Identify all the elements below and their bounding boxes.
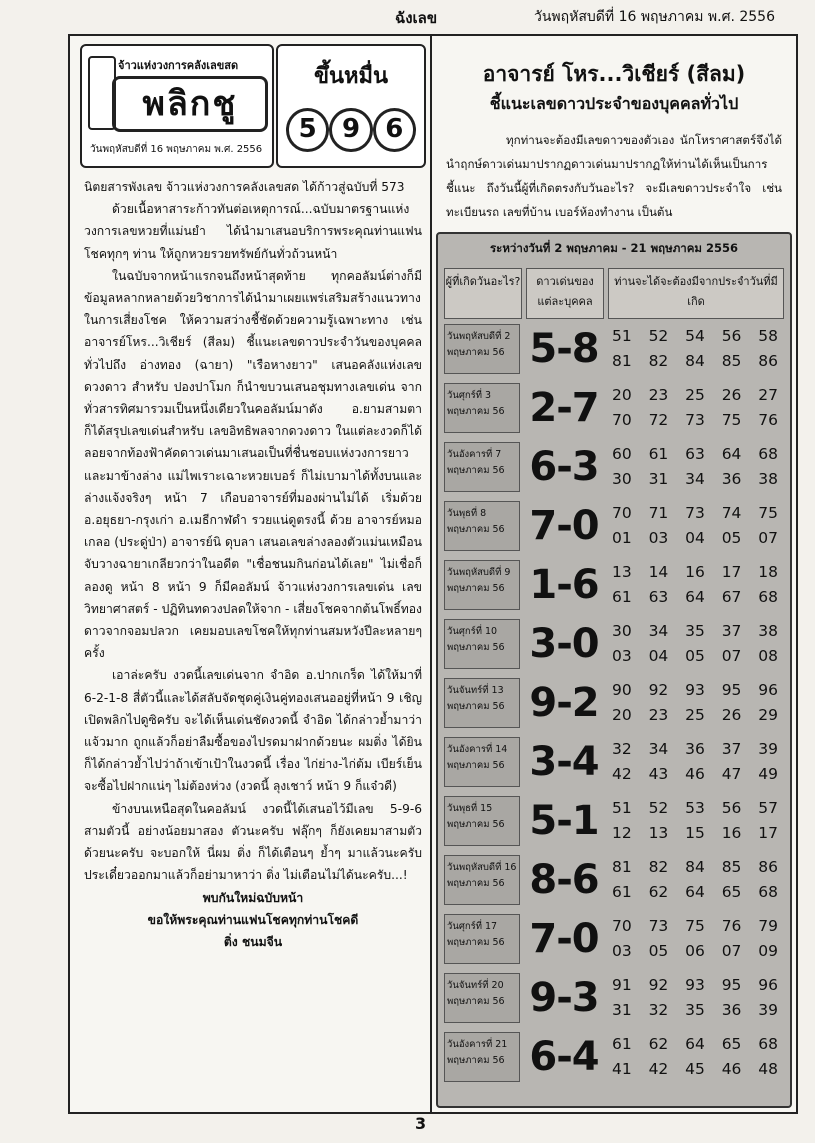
closing-line: ขอให้พระคุณท่านแฟนโชคทุกท่านโชคดี: [147, 912, 359, 927]
row-star-pair: 5-8: [529, 326, 599, 372]
lucky-number: 70: [612, 917, 632, 935]
lucky-number: 07: [721, 942, 742, 960]
lucky-number: 58: [758, 327, 778, 345]
row-numbers: [608, 501, 782, 551]
lucky-number: 25: [685, 706, 705, 724]
lucky-number: 65: [721, 883, 742, 901]
row-star-pair: 3-0: [529, 621, 599, 667]
logo-org: จ้าวแห่งวงการคลังเลขสด: [118, 59, 239, 72]
table-row: [444, 381, 784, 437]
article-paragraph: นิตยสารพังเลข จ้าวแห่งวงการคลังเลขสด ได้ก้าวสู่ฉบับที่ 573: [84, 180, 405, 194]
table-row: [444, 735, 784, 791]
lucky-number: 70: [612, 411, 632, 429]
row-numbers: [608, 442, 782, 492]
numbers-line: [608, 973, 782, 998]
lucky-number: 16: [685, 563, 705, 581]
lucky-number: 93: [685, 681, 705, 699]
lucky-number: 36: [721, 1001, 742, 1019]
lucky-number: 38: [758, 470, 778, 488]
lucky-number: 46: [721, 1060, 742, 1078]
table-row: [444, 617, 784, 673]
intro-paragraph: ทุกท่านจะต้องมีเลขดาวของตัวเอง นักโหราศาสตร์จึงได้นำฤกษ์ดาวเด่นมาปรากฏดาวเด่นมาปรากฏให้ท่านได้เห็นเป็นการชี้แนะ ถึงวันนี้ผู้ที่เกิดตรงกับวันอะไร? จะมีเลขดาวประจำใจ เช่น ทะเบียนรถ เลขที่บ้าน เบอร์ห้องทำงาน เป็นต้น: [446, 133, 782, 219]
lucky-number: 30: [612, 470, 632, 488]
table-row: [444, 440, 784, 496]
author-name: ติ่ง ชนมจีน: [223, 934, 283, 949]
lucky-number: 73: [685, 504, 705, 522]
lucky-number: 64: [685, 1035, 705, 1053]
table-row: [444, 853, 784, 909]
lucky-number: 32: [648, 1001, 669, 1019]
numbers-line: [608, 762, 782, 787]
lucky-number: 23: [648, 706, 669, 724]
article-paragraph: ในฉบับจากหน้าแรกจนถึงหน้าสุดท้าย ทุกคอลัมน์ต่างก็มีข้อมูลหลากหลายด้วยวิชาการได้นำมาเผยแพร่เสริมสร้างแนวทางในการเสี่ยงโชค ให้ความสว่างชี้ชัดด้วยความรู้เฉพาะทาง เช่น อาจารย์โหร...วิเชียร์ (สีลม) ชี้แนะเลขดาวประจำวันของบุคคลทั่วไปถึง อ่างทอง (ฉายา) "เรือหางยาว" เสนอคลังแห่งเลขดวงดาว สำหรับ ปองปาโมก ก็นำขบวนเสนอชุมทางเลขเด่น จากทั่วสารทิศมารวมเป็นหนึ่งเดียวในคอลัมน์มาดัง อ.ยามสามตา ก็ได้สรุปเลขเด่นสำหรับ เลขอิทธิพลจากดวงดาว ในแต่ละงวดก็ได้ลอยจากท้องฟ้าคัดดาวเด่นมาเสนอเป็นที่ชื่นชอบแห่งวงการยาวและมาข้างล่าง แม่ไพเราะเฉาะหวยเบอร์ ก็ไม่เบามาได้ทั้งบนและล่างแจ้งจริงๆ หน้า 7 เกือบอาจารย์ที่มองผ่านไม่ได้ เริ่มด้วย อ.อยุธยา-กรุงเก่า อ.เมธีกาฬดำ รวยแน่ดูตรงนี้ ด้วย อาจารย์หมอเกลอ (ประดู่ป่า) อาจารย์นิ ดุบลา เสนอเลขล่างลองตัวแม่นเหมือนจับวางฉายาเกลียวกว่าในอดีต "เชื่อชนมกินก่อนได้เลย" ไม่เชื่อก็ลองดู หน้า 8 หน้า 9 ก็มีคอลัมน์ จ้าวแห่งวงการเลขเด่น เลขวิทยาศาสตร์ - ปฏิทินทดวงปลดให้จาก - เสี่ยงโชคจากต้นโพธิ์ทองดาวจากจอมปลวก เคยมอบเลขโชคให้ทุกท่านสมหวังปีละหลายๆ ครั้ง: [84, 268, 422, 661]
row-star-pair: 9-3: [529, 975, 599, 1021]
numbers-line: [608, 408, 782, 433]
lucky-number: 71: [648, 504, 669, 522]
lucky-number: 61: [612, 883, 632, 901]
numbers-line: [608, 998, 782, 1023]
lucky-number: 57: [758, 799, 778, 817]
lucky-number: 75: [721, 411, 742, 429]
logo-issue-date: วันพฤหัสบดีที่ 16 พฤษภาคม พ.ศ. 2556: [90, 144, 263, 155]
lucky-number: 39: [758, 1001, 778, 1019]
column-logo: [276, 44, 426, 168]
lucky-number: 68: [758, 588, 778, 606]
table-row: [444, 676, 784, 732]
lucky-number: 51: [612, 327, 632, 345]
closing-line: พบกันใหม่ฉบับหน้า: [202, 890, 304, 905]
lucky-number: 82: [648, 352, 669, 370]
header-birthday: ผู้ที่เกิดวันอะไร?: [444, 268, 522, 319]
lucky-number: 47: [721, 765, 742, 783]
lucky-number: 41: [612, 1060, 632, 1078]
lucky-number: 95: [721, 681, 742, 699]
row-day: วันศุกร์ที่ 17 พฤษภาคม 56: [444, 914, 520, 964]
lucky-number: 34: [685, 470, 705, 488]
table-header: [444, 268, 784, 318]
lucky-number: 17: [721, 563, 742, 581]
table-row: [444, 912, 784, 968]
lucky-number: 76: [721, 917, 742, 935]
numbers-line: [608, 737, 782, 762]
row-day: วันพฤหัสบดีที่ 16 พฤษภาคม 56: [444, 855, 520, 905]
lucky-number: 13: [612, 563, 632, 581]
lucky-number: 42: [648, 1060, 669, 1078]
numbers-line: [608, 914, 782, 939]
page-header: [0, 0, 815, 36]
lucky-number: 34: [648, 622, 669, 640]
lucky-number: 14: [648, 563, 669, 581]
column-name: ขึ้นหมื่น: [313, 64, 389, 89]
numbers-line: [608, 821, 782, 846]
lucky-number: 65: [721, 1035, 742, 1053]
row-star-pair: 3-4: [529, 739, 599, 785]
numbers-line: [608, 442, 782, 467]
lucky-number: 56: [721, 799, 742, 817]
row-numbers: [608, 619, 782, 669]
lucky-number: 63: [648, 588, 669, 606]
numbers-line: [608, 585, 782, 610]
lucky-number: 25: [685, 386, 705, 404]
row-numbers: [608, 560, 782, 610]
issue-date: วันพฤหัสบดีที่ 16 พฤษภาคม พ.ศ. 2556: [534, 9, 775, 25]
page-number: 3: [415, 1114, 427, 1133]
lucky-number: 16: [721, 824, 742, 842]
lucky-number: 74: [721, 504, 742, 522]
lucky-number: 07: [758, 529, 778, 547]
lucky-number: 62: [648, 883, 669, 901]
lucky-number: 61: [612, 1035, 632, 1053]
lucky-number: 26: [721, 386, 742, 404]
lucky-number: 48: [758, 1060, 778, 1078]
header-numbers: ท่านจะได้จะต้องมีจากประจำวันที่มีเกิด: [608, 268, 784, 319]
lucky-number: 95: [721, 976, 742, 994]
digit-ball: 6: [373, 108, 416, 152]
numbers-line: [608, 324, 782, 349]
lucky-number: 93: [685, 976, 705, 994]
row-numbers: [608, 855, 782, 905]
lucky-number: 42: [612, 765, 632, 783]
numbers-line: [608, 1032, 782, 1057]
row-numbers: [608, 914, 782, 964]
table-row: [444, 558, 784, 614]
lucky-number: 31: [648, 470, 669, 488]
lucky-number: 04: [685, 529, 705, 547]
lucky-number: 62: [648, 1035, 669, 1053]
lucky-number: 27: [758, 386, 778, 404]
lucky-number: 84: [685, 858, 705, 876]
lucky-number: 84: [685, 352, 705, 370]
row-numbers: [608, 678, 782, 728]
row-day: วันอังคารที่ 21 พฤษภาคม 56: [444, 1032, 520, 1082]
row-star-pair: 6-4: [529, 1034, 599, 1080]
numbers-line: [608, 678, 782, 703]
row-day: วันจันทร์ที่ 13 พฤษภาคม 56: [444, 678, 520, 728]
lucky-number: 61: [612, 588, 632, 606]
lucky-number: 68: [758, 883, 778, 901]
lucky-number: 39: [758, 740, 778, 758]
numbers-line: [608, 619, 782, 644]
lucky-number: 90: [612, 681, 632, 699]
lucky-number: 05: [648, 942, 669, 960]
lucky-number: 32: [612, 740, 632, 758]
lucky-number: 75: [758, 504, 778, 522]
table-row: [444, 322, 784, 378]
lucky-number: 04: [648, 647, 669, 665]
lucky-number: 43: [648, 765, 669, 783]
left-article: [84, 176, 422, 953]
lucky-number: 35: [685, 1001, 705, 1019]
table-row: [444, 971, 784, 1027]
digit-ball: 9: [329, 108, 372, 152]
lucky-number: 37: [721, 740, 742, 758]
numbers-line: [608, 703, 782, 728]
lucky-number: 01: [612, 529, 632, 547]
numbers-line: [608, 560, 782, 585]
row-star-pair: 1-6: [529, 562, 599, 608]
lucky-number: 86: [758, 858, 778, 876]
lucky-number: 96: [758, 681, 778, 699]
lucky-number: 03: [648, 529, 669, 547]
lucky-number: 12: [612, 824, 632, 842]
table-period: ระหว่างวันที่ 2 พฤษภาคม - 21 พฤษภาคม 2556: [489, 241, 739, 255]
lucky-number: 81: [612, 352, 632, 370]
lucky-number: 20: [612, 706, 632, 724]
numbers-line: [608, 880, 782, 905]
lucky-number: 07: [721, 647, 742, 665]
lucky-number: 29: [758, 706, 778, 724]
lucky-number: 17: [758, 824, 778, 842]
row-star-pair: 6-3: [529, 444, 599, 490]
numbers-line: [608, 526, 782, 551]
lucky-number: 72: [648, 411, 669, 429]
article-paragraph: ด้วยเนื้อหาสาระก้าวทันต่อเหตุการณ์...ฉบับมาตรฐานแห่งวงการเลขหวยที่แม่นยำ ได้นำมาเสนอบริการพระคุณท่านแฟนโชคทุกๆ ท่าน ให้ถูกหวยรวยทรัพย์กันทั่วถ้วนหน้า: [84, 202, 422, 261]
lucky-number: 34: [648, 740, 669, 758]
lucky-number: 67: [721, 588, 742, 606]
lucky-number: 46: [685, 765, 705, 783]
lucky-number: 70: [612, 504, 632, 522]
lucky-number: 36: [721, 470, 742, 488]
row-day: วันพฤหัสบดีที่ 2 พฤษภาคม 56: [444, 324, 520, 374]
lucky-number: 05: [685, 647, 705, 665]
table-row: [444, 1030, 784, 1086]
row-day: วันพฤหัสบดีที่ 9 พฤษภาคม 56: [444, 560, 520, 610]
numbers-line: [608, 796, 782, 821]
lucky-number: 31: [612, 1001, 632, 1019]
lucky-number: 53: [685, 799, 705, 817]
lucky-number: 05: [721, 529, 742, 547]
row-day: วันอังคารที่ 7 พฤษภาคม 56: [444, 442, 520, 492]
lucky-number: 73: [648, 917, 669, 935]
row-day: วันศุกร์ที่ 10 พฤษภาคม 56: [444, 619, 520, 669]
row-star-pair: 9-2: [529, 680, 599, 726]
page-frame: [68, 34, 798, 1114]
article-intro: [446, 128, 782, 224]
lucky-number: 68: [758, 1035, 778, 1053]
lucky-number: 08: [758, 647, 778, 665]
lucky-number: 49: [758, 765, 778, 783]
row-numbers: [608, 383, 782, 433]
lucky-number: 85: [721, 858, 742, 876]
row-star-pair: 2-7: [529, 385, 599, 431]
numbers-line: [608, 939, 782, 964]
article-paragraph: ข้างบนเหนือสุดในคอลัมน์ งวดนี้ได้เสนอไว้มีเลข 5-9-6 สามตัวนี้ อย่างน้อยมาสอง ตัวนะครับ ฟลุ๊กๆ ก็ยังเคยมาสามตัวด้วยนะครับ จะบอกให้ นี่ผม ติ่ง ก็ได้เตือนๆ ย้ำๆ มาแล้วนะครับ ประเดี๋ยวออกมาแล้วก็อย่ามาหาว่า ติ่ง ไม่เตือนไม่ได้นะครับ...!: [84, 801, 422, 883]
table-row: [444, 794, 784, 850]
lucky-number: 03: [612, 942, 632, 960]
lucky-number: 30: [612, 622, 632, 640]
row-star-pair: 7-0: [529, 503, 599, 549]
table-row: [444, 499, 784, 555]
column-digits: [286, 108, 416, 152]
lucky-number: 37: [721, 622, 742, 640]
header-star: ดาวเด่นของแต่ละบุคคล: [526, 268, 604, 319]
left-column: [70, 36, 432, 1112]
lucky-number: 73: [685, 411, 705, 429]
lucky-number: 96: [758, 976, 778, 994]
lucky-number: 68: [758, 445, 778, 463]
lucky-number: 52: [648, 327, 669, 345]
lucky-number: 13: [648, 824, 669, 842]
row-day: วันศุกร์ที่ 3 พฤษภาคม 56: [444, 383, 520, 433]
lucky-number: 82: [648, 858, 669, 876]
lucky-number: 15: [685, 824, 705, 842]
row-star-pair: 5-1: [529, 798, 599, 844]
numbers-line: [608, 467, 782, 492]
lucky-number: 64: [685, 883, 705, 901]
lucky-number: 92: [648, 976, 669, 994]
row-star-pair: 8-6: [529, 857, 599, 903]
lucky-number: 36: [685, 740, 705, 758]
lucky-number: 18: [758, 563, 778, 581]
magazine-logo: [80, 44, 274, 168]
row-numbers: [608, 973, 782, 1023]
lucky-number: 26: [721, 706, 742, 724]
lucky-number: 92: [648, 681, 669, 699]
lucky-number: 51: [612, 799, 632, 817]
lucky-number: 23: [648, 386, 669, 404]
lucky-number: 86: [758, 352, 778, 370]
lucky-number: 63: [685, 445, 705, 463]
lucky-number: 76: [758, 411, 778, 429]
numbers-line: [608, 349, 782, 374]
lucky-number: 91: [612, 976, 632, 994]
row-day: วันพุธที่ 15 พฤษภาคม 56: [444, 796, 520, 846]
lucky-number: 54: [685, 327, 705, 345]
right-column: [432, 36, 796, 1112]
lucky-number: 56: [721, 327, 742, 345]
row-numbers: [608, 1032, 782, 1082]
numbers-line: [608, 383, 782, 408]
row-day: วันอังคารที่ 14 พฤษภาคม 56: [444, 737, 520, 787]
row-numbers: [608, 796, 782, 846]
numbers-line: [608, 644, 782, 669]
numbers-line: [608, 1057, 782, 1082]
lucky-number: 06: [685, 942, 705, 960]
lucky-number: 60: [612, 445, 632, 463]
lucky-number: 79: [758, 917, 778, 935]
lucky-number: 45: [685, 1060, 705, 1078]
article-paragraph: เอาล่ะครับ งวดนี้เลขเด่นจาก จำอิด อ.ปากเกร็ด ได้ให้มาที่ 6-2-1-8 สี่ตัวนี้และได้สลับจัดชุดคู่เงินคู่ทองเสนออยู่ที่หน้า 9 เชิญเปิดพลิกไปดูซิครับ จะได้เห็นเด่นชัดงวดนี้ จำอิด ได้กล่าวย้ำมาว่าแจ้วมาก ถูกแล้วก็อย่าลืมซื้อของไปรดมาฝากด้วยนะ ผมติ่ง ได้ยินก็ได้กล่าวย้ำไปว่าถ้าเข้าเป้าในงวดนี้ เรื่อง ไก่ย่าง-ไก่ต้ม เบียร์เย็น จะซื้อไปฝากแน่ๆ ไม่ต้องห่วง (งวดนี้ ลุงเชาว์ หน้า 9 ก็แจ๋วดี): [84, 668, 422, 794]
logo-brand: พลิกชู: [112, 76, 268, 132]
row-day: วันจันทร์ที่ 20 พฤษภาคม 56: [444, 973, 520, 1023]
article-title: อาจารย์ โหร...วิเชียร์ (สีลม): [482, 62, 746, 86]
lucky-number: 75: [685, 917, 705, 935]
publication-title: ฉังเลข: [395, 9, 438, 27]
lucky-number: 09: [758, 942, 778, 960]
row-day: วันพุธที่ 8 พฤษภาคม 56: [444, 501, 520, 551]
lucky-number: 64: [685, 588, 705, 606]
lucky-number: 61: [648, 445, 669, 463]
numbers-line: [608, 855, 782, 880]
row-star-pair: 7-0: [529, 916, 599, 962]
lucky-number-table: [436, 232, 792, 1108]
lucky-number: 64: [721, 445, 742, 463]
row-numbers: [608, 324, 782, 374]
row-numbers: [608, 737, 782, 787]
lucky-number: 85: [721, 352, 742, 370]
lucky-number: 81: [612, 858, 632, 876]
lucky-number: 03: [612, 647, 632, 665]
lucky-number: 38: [758, 622, 778, 640]
article-subtitle: ชี้แนะเลขดาวประจำของบุคคลทั่วไป: [489, 94, 739, 113]
lucky-number: 20: [612, 386, 632, 404]
lucky-number: 52: [648, 799, 669, 817]
digit-ball: 5: [286, 108, 329, 152]
lucky-number: 35: [685, 622, 705, 640]
numbers-line: [608, 501, 782, 526]
